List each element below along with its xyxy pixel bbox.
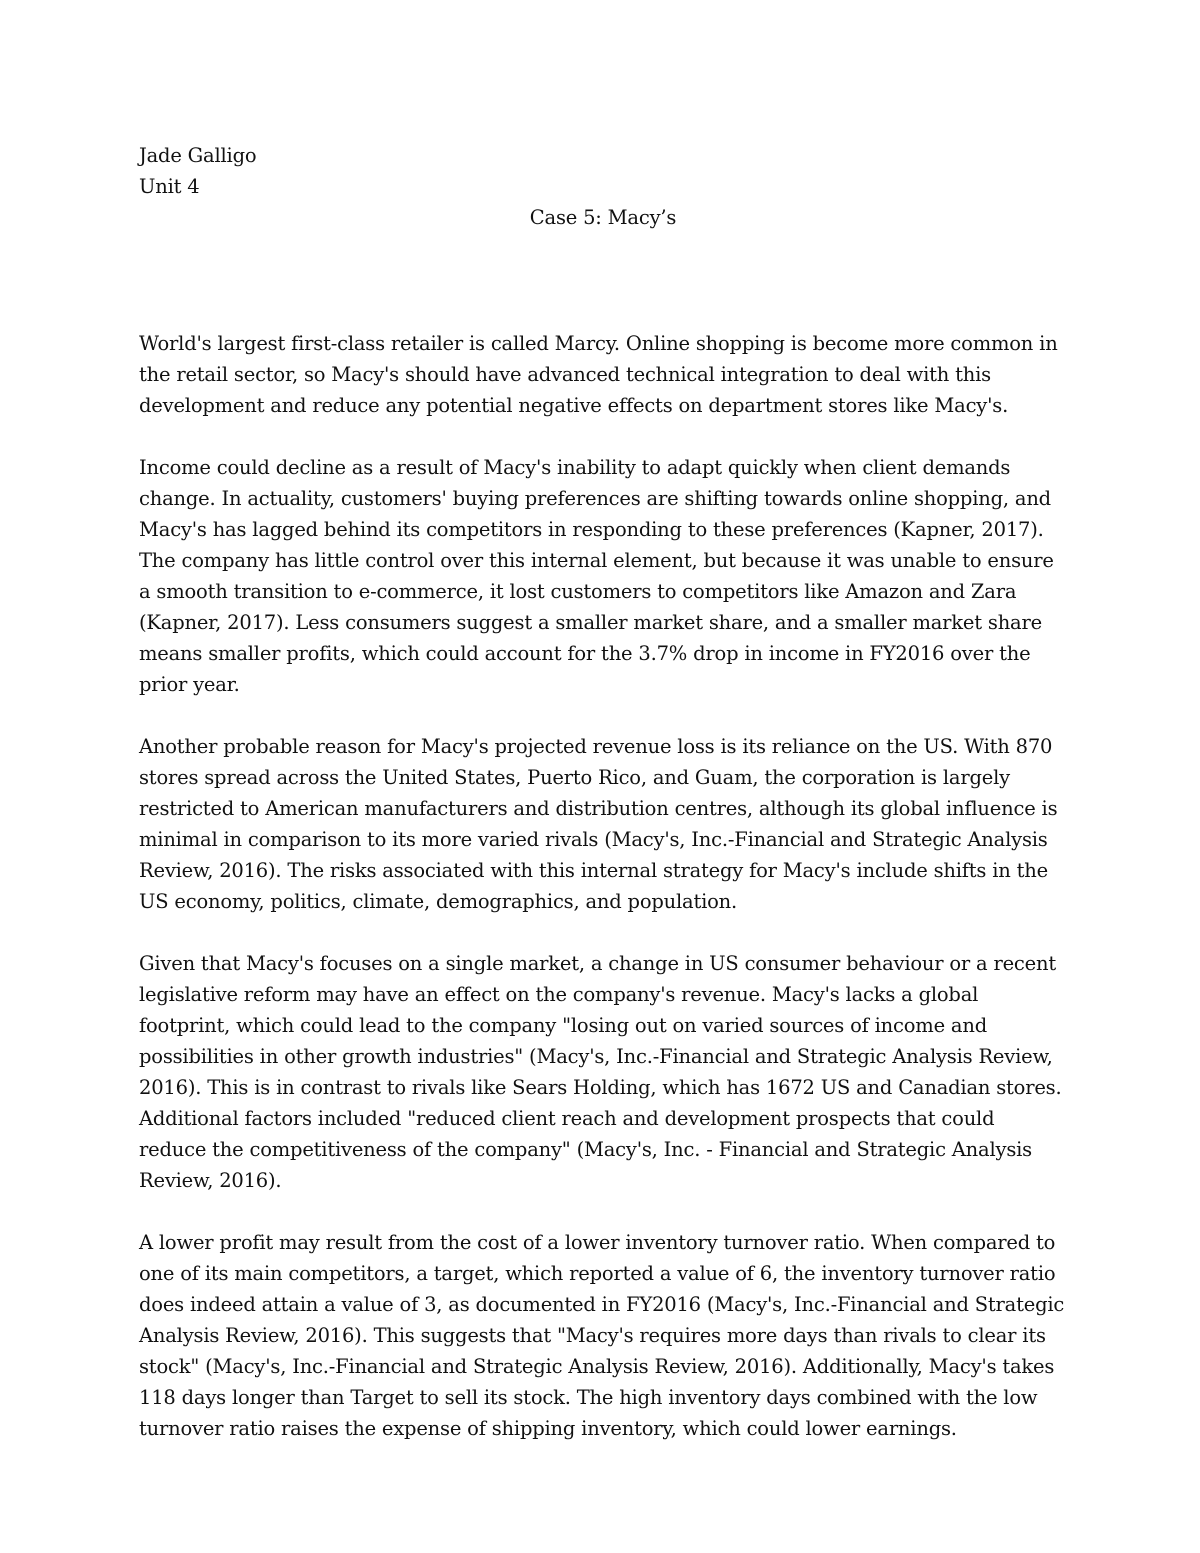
- document-title: Case 5: Macy’s: [529, 206, 677, 229]
- paragraph-income-decline: Income could decline as a result of Macy's inability to adapt quickly when client demands change. In actuality, customers' buying preferences are shifting towards online shopping, and Macy's has lagged behind its competitors in responding to these preferences (Kapner, 2017). The company has little control over this internal element, but because it was unable to ensure a smooth transition to e-commerce, it lost customers to competitors like Amazon and Zara (Kapner, 2017). Less consumers suggest a smaller market share, and a smaller market share means smaller profits, which could account for the 3.7% drop in income in FY2016 over the prior year.: [139, 456, 1054, 696]
- paragraph-single-market: Given that Macy's focuses on a single market, a change in US consumer behaviour or a recent legislative reform may have an effect on the company's revenue. Macy's lacks a global footprint, which could lead to the company "losing out on varied sources of income and possibilities in other growth industries" (Macy's, Inc.-Financial and Strategic Analysis Review, 2016). This is in contrast to rivals like Sears Holding, which has 1672 US and Canadian stores. Additional factors included "reduced client reach and development prospects that could reduce the competitiveness of the company" (Macy's, Inc. - Financial and Strategic Analysis Review, 2016).: [139, 952, 1062, 1192]
- unit-label: Unit 4: [139, 175, 200, 198]
- paragraph-inventory-turnover: A lower profit may result from the cost of a lower inventory turnover ratio. When compared to one of its main competitors, a target, which reported a value of 6, the inventory turnover ratio does indeed attain a value of 3, as documented in FY2016 (Macy's, Inc.-Financial and Strategic Analysis Review, 2016). This suggests that "Macy's requires more days than rivals to clear its stock" (Macy's, Inc.-Financial and Strategic Analysis Review, 2016). Additionally, Macy's takes 118 days longer than Target to sell its stock. The high inventory days combined with the low turnover ratio raises the expense of shipping inventory, which could lower earnings.: [139, 1231, 1065, 1440]
- paragraph-intro: World's largest first-class retailer is called Marcy. Online shopping is become more common in the retail sector, so Macy's should have advanced technical integration to deal with this development and reduce any potential negative effects on department stores like Macy's.: [139, 332, 1058, 417]
- document-body: [139, 140, 1067, 1475]
- title-spacer: [139, 233, 1067, 328]
- author-name: Jade Galligo: [139, 144, 257, 167]
- paragraph-us-reliance: Another probable reason for Macy's projected revenue loss is its reliance on the US. With 870 stores spread across the United States, Puerto Rico, and Guam, the corporation is largely restricted to American manufacturers and distribution centres, although its global influence is minimal in comparison to its more varied rivals (Macy's, Inc.-Financial and Strategic Analysis Review, 2016). The risks associated with this internal strategy for Macy's include shifts in the US economy, politics, climate, demographics, and population.: [139, 735, 1058, 913]
